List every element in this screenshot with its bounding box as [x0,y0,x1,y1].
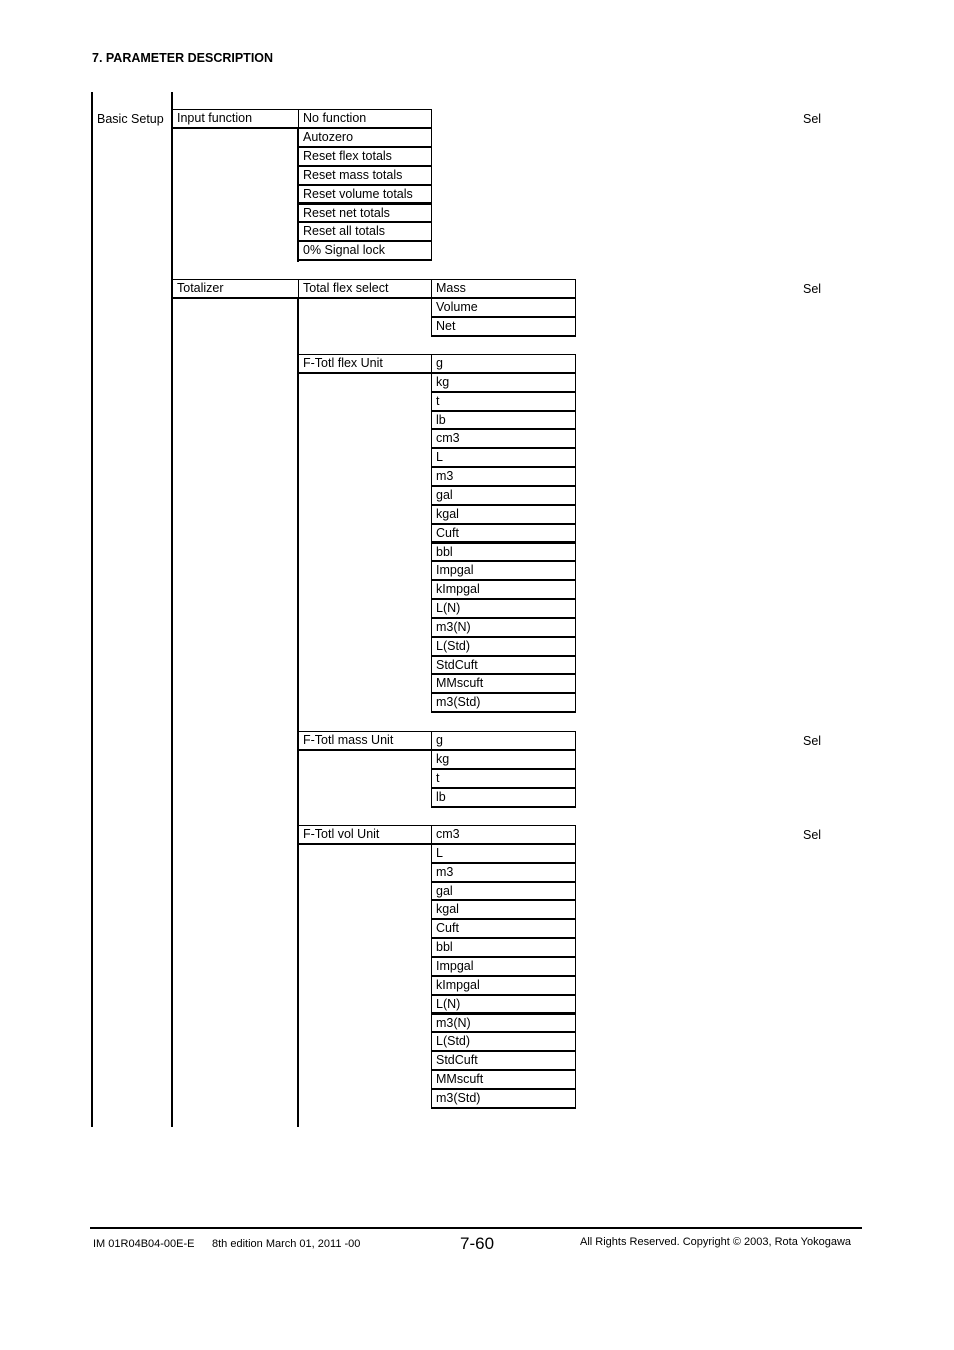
sel-marker-input-function: Sel [803,112,822,126]
input-function-option[interactable]: 0% Signal lock [298,241,432,261]
ftotl-flex-unit-option[interactable]: MMscuft [431,674,576,694]
ftotl-vol-unit-option[interactable]: L(Std) [431,1032,576,1052]
footer-doc-id: IM 01R04B04-00E-E [93,1238,195,1250]
ftotl-vol-unit-option[interactable]: MMscuft [431,1070,576,1090]
total-flex-select-option[interactable]: Volume [431,298,576,318]
ftotl-flex-unit-option[interactable]: kg [431,373,576,393]
ftotl-vol-unit-option[interactable]: Cuft [431,919,576,939]
input-function-option[interactable]: No function [298,109,432,129]
ftotl-mass-unit-option[interactable]: t [431,769,576,789]
menu-item-totalizer[interactable]: Totalizer [172,279,299,299]
ftotl-flex-unit-option[interactable]: m3(N) [431,618,576,638]
ftotl-vol-unit-option[interactable]: kgal [431,900,576,920]
input-function-option[interactable]: Reset net totals [298,204,432,224]
ftotl-flex-unit-option[interactable]: L(N) [431,599,576,619]
ftotl-vol-unit-option[interactable]: bbl [431,938,576,958]
menu-item-ftotl-mass-unit[interactable]: F-Totl mass Unit [298,731,432,751]
ftotl-mass-unit-option[interactable]: g [431,731,576,751]
ftotl-flex-unit-option[interactable]: lb [431,411,576,431]
menu-item-ftotl-vol-unit[interactable]: F-Totl vol Unit [298,825,432,845]
sel-marker-ftotl-mass-unit: Sel [803,734,822,748]
sel-marker-ftotl-vol-unit: Sel [803,828,822,842]
ftotl-vol-unit-option[interactable]: cm3 [431,825,576,845]
ftotl-vol-unit-option[interactable]: gal [431,882,576,902]
ftotl-vol-unit-option[interactable]: StdCuft [431,1051,576,1071]
ftotl-flex-unit-option[interactable]: m3(Std) [431,693,576,713]
ftotl-vol-unit-option[interactable]: Impgal [431,957,576,977]
menu-item-input-function[interactable]: Input function [172,109,299,129]
menu-item-total-flex-select[interactable]: Total flex select [298,279,432,299]
ftotl-flex-unit-option[interactable]: gal [431,486,576,506]
footer-copyright: All Rights Reserved. Copyright © 2003, Rota Yokogawa [580,1236,852,1248]
ftotl-flex-unit-option[interactable]: bbl [431,543,576,563]
ftotl-flex-unit-option[interactable]: L(Std) [431,637,576,657]
ftotl-flex-unit-option[interactable]: g [431,354,576,374]
ftotl-flex-unit-option[interactable]: kgal [431,505,576,525]
ftotl-vol-unit-option[interactable]: kImpgal [431,976,576,996]
ftotl-flex-unit-option[interactable]: cm3 [431,429,576,449]
menu-item-ftotl-flex-unit[interactable]: F-Totl flex Unit [298,354,432,374]
page-number: 7-60 [460,1234,495,1253]
sel-marker-total-flex-select: Sel [803,282,822,296]
ftotl-vol-unit-option[interactable]: L(N) [431,995,576,1015]
ftotl-flex-unit-option[interactable]: L [431,448,576,468]
ftotl-flex-unit-option[interactable]: Impgal [431,561,576,581]
footer-edition: 8th edition March 01, 2011 -00 [212,1238,361,1250]
input-function-option[interactable]: Reset volume totals [298,185,432,205]
root-label-basic-setup: Basic Setup [97,112,164,126]
ftotl-mass-unit-option[interactable]: lb [431,788,576,808]
ftotl-vol-unit-option[interactable]: m3(Std) [431,1089,576,1109]
input-function-option[interactable]: Reset all totals [298,222,432,242]
ftotl-vol-unit-option[interactable]: m3(N) [431,1014,576,1034]
ftotl-flex-unit-option[interactable]: Cuft [431,524,576,544]
ftotl-flex-unit-option[interactable]: StdCuft [431,656,576,676]
input-function-option[interactable]: Reset flex totals [298,147,432,167]
section-heading: 7. PARAMETER DESCRIPTION [92,51,274,65]
ftotl-flex-unit-option[interactable]: kImpgal [431,580,576,600]
ftotl-vol-unit-option[interactable]: m3 [431,863,576,883]
tree-line-level2-totalizer [297,298,299,1127]
input-function-option[interactable]: Autozero [298,128,432,148]
total-flex-select-option[interactable]: Net [431,317,576,337]
footer-rule [90,1227,862,1229]
ftotl-vol-unit-option[interactable]: L [431,844,576,864]
ftotl-flex-unit-option[interactable]: t [431,392,576,412]
tree-line-level1 [171,92,173,1127]
total-flex-select-option[interactable]: Mass [431,279,576,299]
ftotl-mass-unit-option[interactable]: kg [431,750,576,770]
ftotl-flex-unit-option[interactable]: m3 [431,467,576,487]
input-function-option[interactable]: Reset mass totals [298,166,432,186]
tree-line-root [91,92,93,1127]
